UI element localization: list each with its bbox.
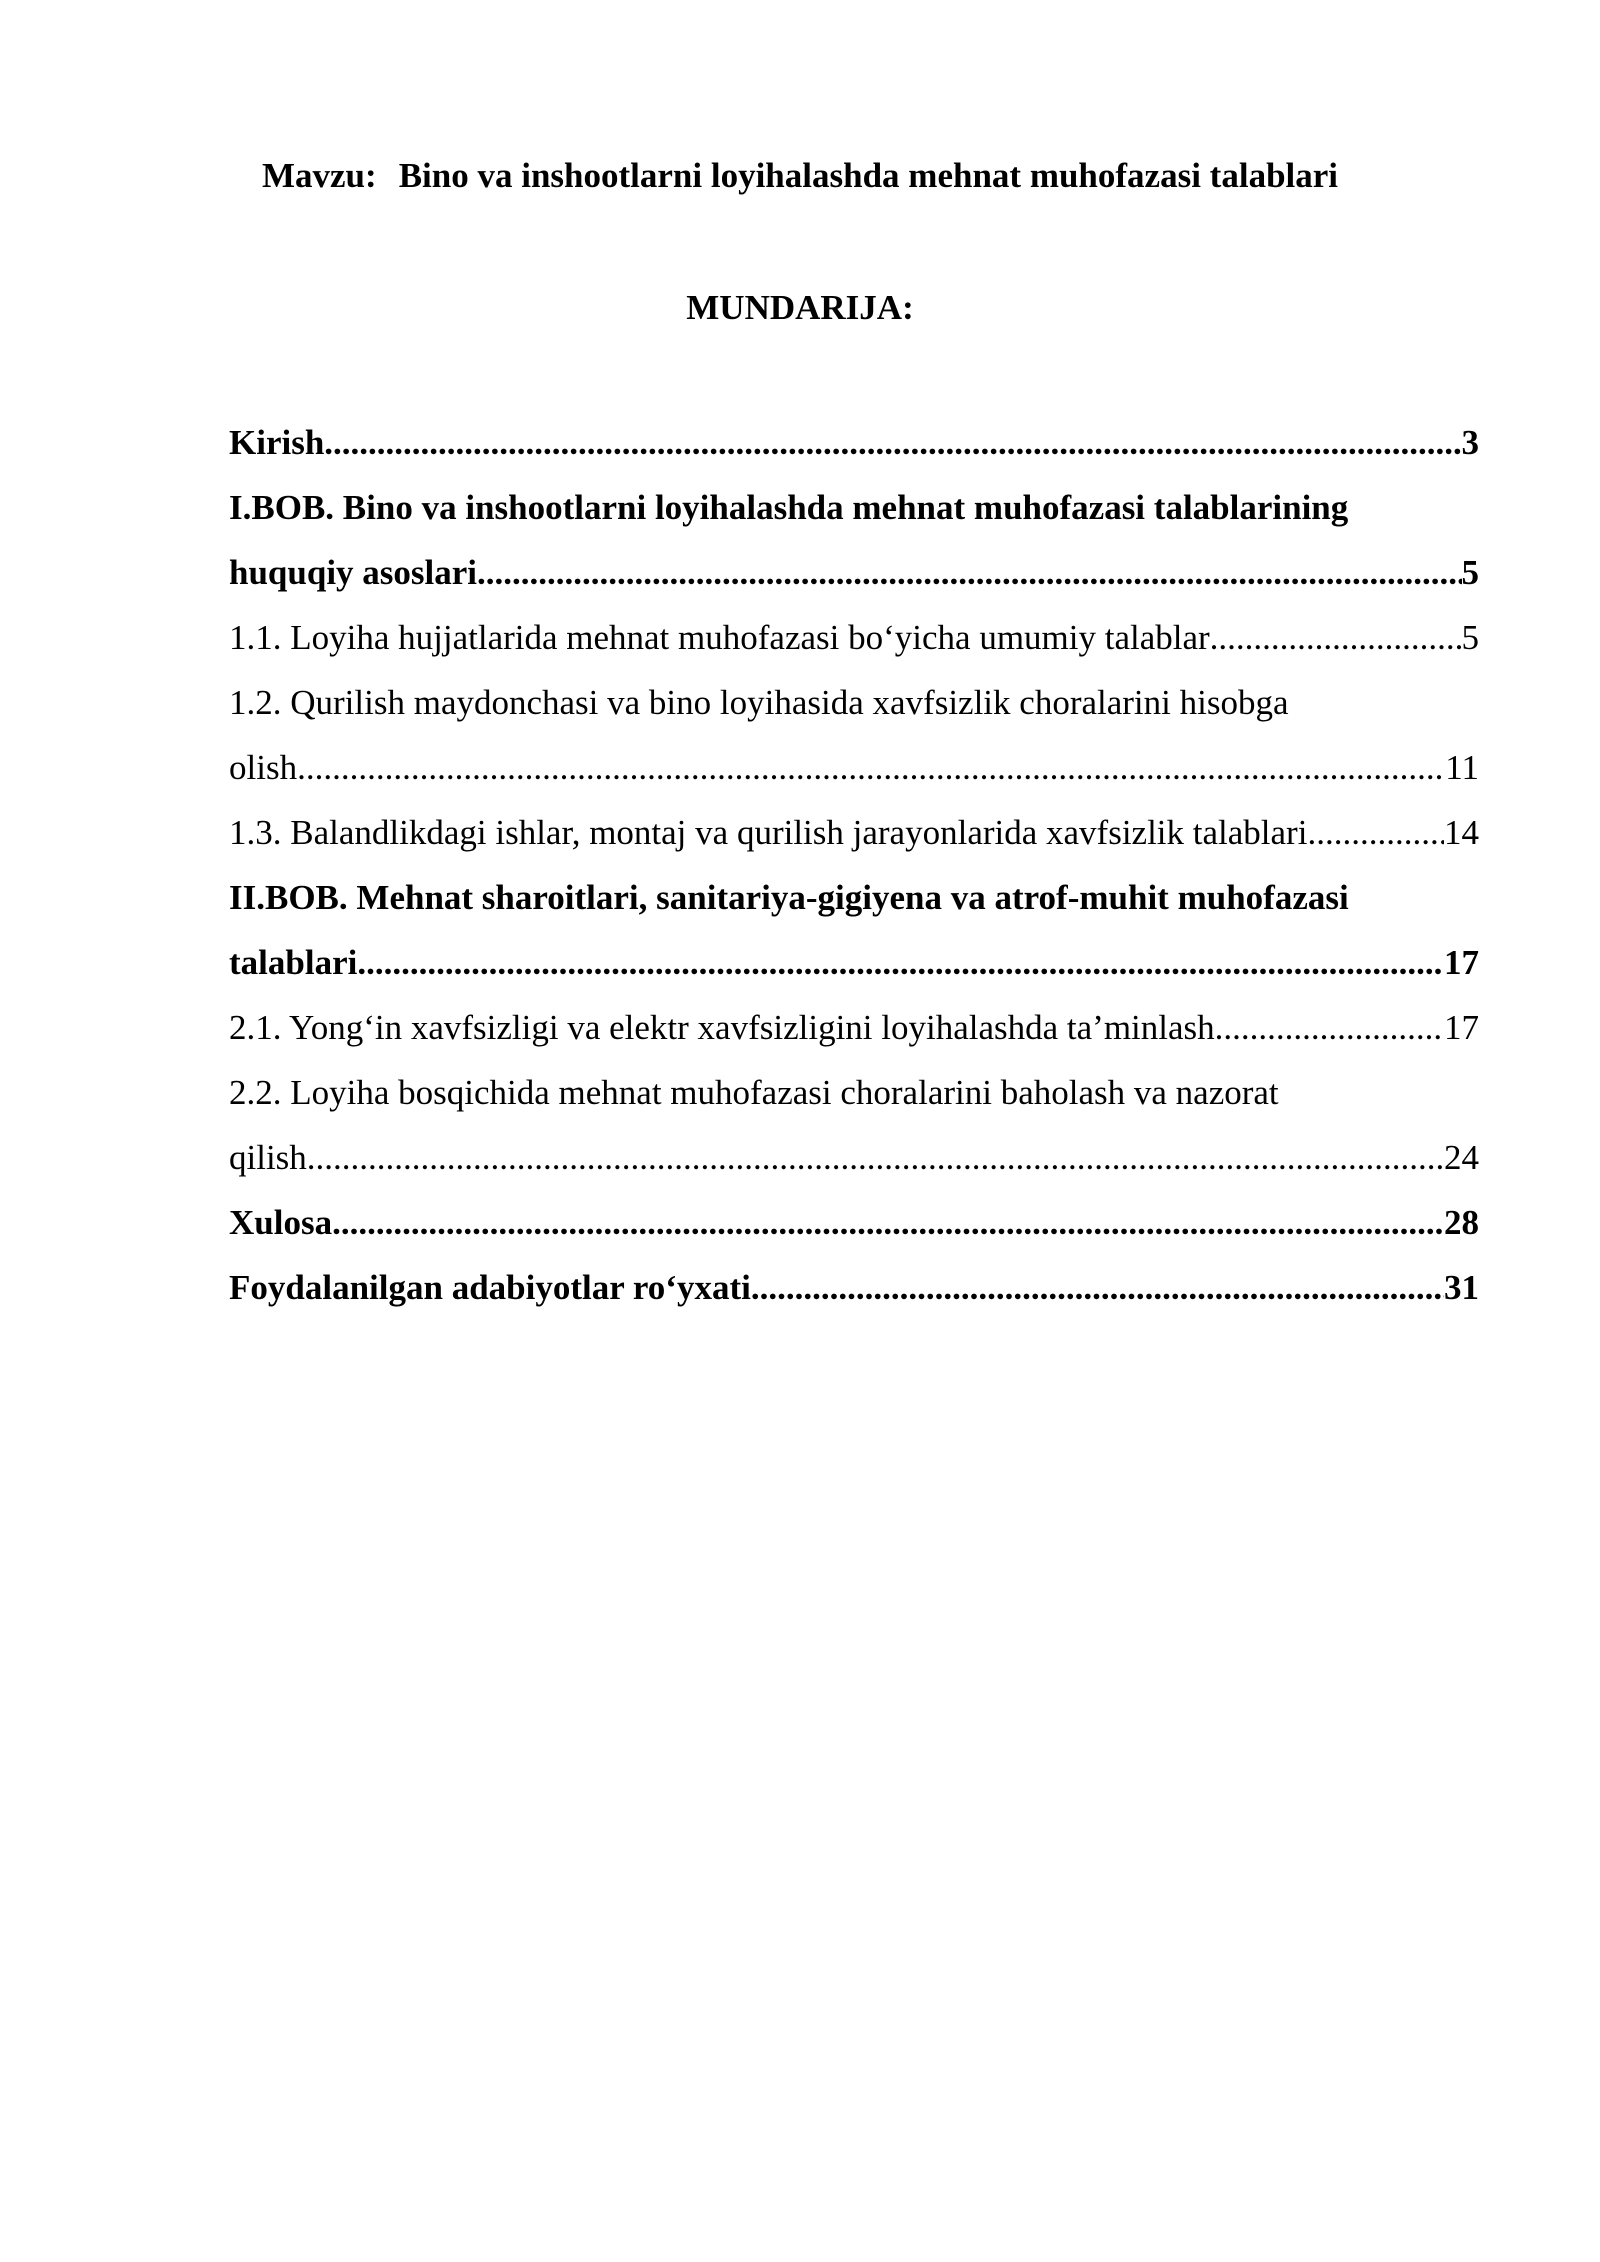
toc-page-number: 17	[1444, 943, 1479, 982]
toc-entry-section-2-2-line-2[interactable]	[229, 1125, 1479, 1190]
toc-page-number: 5	[1461, 553, 1479, 592]
toc-entry-kirish[interactable]	[229, 410, 1479, 475]
table-of-contents	[229, 410, 1479, 1320]
toc-leader-dots	[1307, 800, 1444, 865]
toc-leader-dots	[357, 930, 1444, 995]
toc-entry-xulosa[interactable]	[229, 1190, 1479, 1255]
toc-leader-dots	[751, 1255, 1444, 1320]
toc-page-number: 28	[1444, 1203, 1479, 1242]
contents-heading: MUNDARIJA:	[686, 288, 914, 327]
toc-page-number: 14	[1444, 813, 1479, 852]
toc-entry-text: Kirish	[229, 423, 325, 462]
toc-leader-dots	[1210, 605, 1462, 670]
toc-entry-chapter-2-line-2[interactable]	[229, 930, 1479, 995]
toc-leader-dots	[332, 1190, 1444, 1255]
toc-page-number: 5	[1461, 618, 1479, 657]
toc-entry-text: olish	[229, 748, 298, 787]
topic-line	[0, 152, 1600, 200]
toc-entry-section-2-2-line-1[interactable]	[229, 1060, 1479, 1125]
toc-entry-section-1-1[interactable]	[229, 605, 1479, 670]
toc-entry-text: 1.3. Balandlikdagi ishlar, montaj va qurilish jarayonlarida xavfsizlik talablari	[229, 813, 1308, 852]
toc-entry-section-1-3[interactable]	[229, 800, 1479, 865]
toc-page-number: 31	[1444, 1268, 1479, 1307]
toc-entry-text: Xulosa	[229, 1203, 333, 1242]
toc-entry-section-2-1[interactable]	[229, 995, 1479, 1060]
toc-entry-section-1-2-line-1[interactable]	[229, 670, 1479, 735]
toc-entry-text: 1.1. Loyiha hujjatlarida mehnat muhofazasi bo‘yicha umumiy talablar	[229, 618, 1210, 657]
toc-entry-text: talablari	[229, 943, 358, 982]
toc-leader-dots	[307, 1125, 1444, 1190]
toc-entry-chapter-1-line-2[interactable]	[229, 540, 1479, 605]
topic-label: Mavzu:	[261, 156, 377, 195]
toc-entry-section-1-2-line-2[interactable]	[229, 735, 1479, 800]
toc-entry-chapter-2-line-1[interactable]	[229, 865, 1479, 930]
topic-title: Bino va inshootlarni loyihalashda mehnat muhofazasi talablari	[398, 156, 1339, 195]
toc-leader-dots	[324, 410, 1461, 475]
toc-page-number: 3	[1461, 423, 1479, 462]
toc-entry-text: 2.1. Yong‘in xavfsizligi va elektr xavfsizligini loyihalashda ta’minlash	[229, 1008, 1215, 1047]
toc-entry-text: II.BOB. Mehnat sharoitlari, sanitariya-gigiyena va atrof-muhit muhofazasi	[229, 878, 1349, 917]
toc-leader-dots	[297, 735, 1445, 800]
toc-entry-text: I.BOB. Bino va inshootlarni loyihalashda mehnat muhofazasi talablarining	[229, 488, 1349, 527]
toc-entry-text: Foydalanilgan adabiyotlar ro‘yxati	[229, 1268, 751, 1307]
toc-entry-text: 2.2. Loyiha bosqichida mehnat muhofazasi choralarini baholash va nazorat	[229, 1073, 1279, 1112]
toc-page-number: 11	[1445, 748, 1479, 787]
toc-entry-text: qilish	[229, 1138, 307, 1177]
toc-leader-dots	[477, 540, 1461, 605]
toc-entry-chapter-1-line-1[interactable]	[229, 475, 1479, 540]
toc-leader-dots	[1215, 995, 1444, 1060]
toc-page-number: 24	[1444, 1138, 1479, 1177]
toc-entry-references[interactable]	[229, 1255, 1479, 1320]
toc-entry-text: 1.2. Qurilish maydonchasi va bino loyihasida xavfsizlik choralarini hisobga	[229, 683, 1289, 722]
toc-page-number: 17	[1444, 1008, 1479, 1047]
toc-entry-text: huquqiy asoslari	[229, 553, 478, 592]
